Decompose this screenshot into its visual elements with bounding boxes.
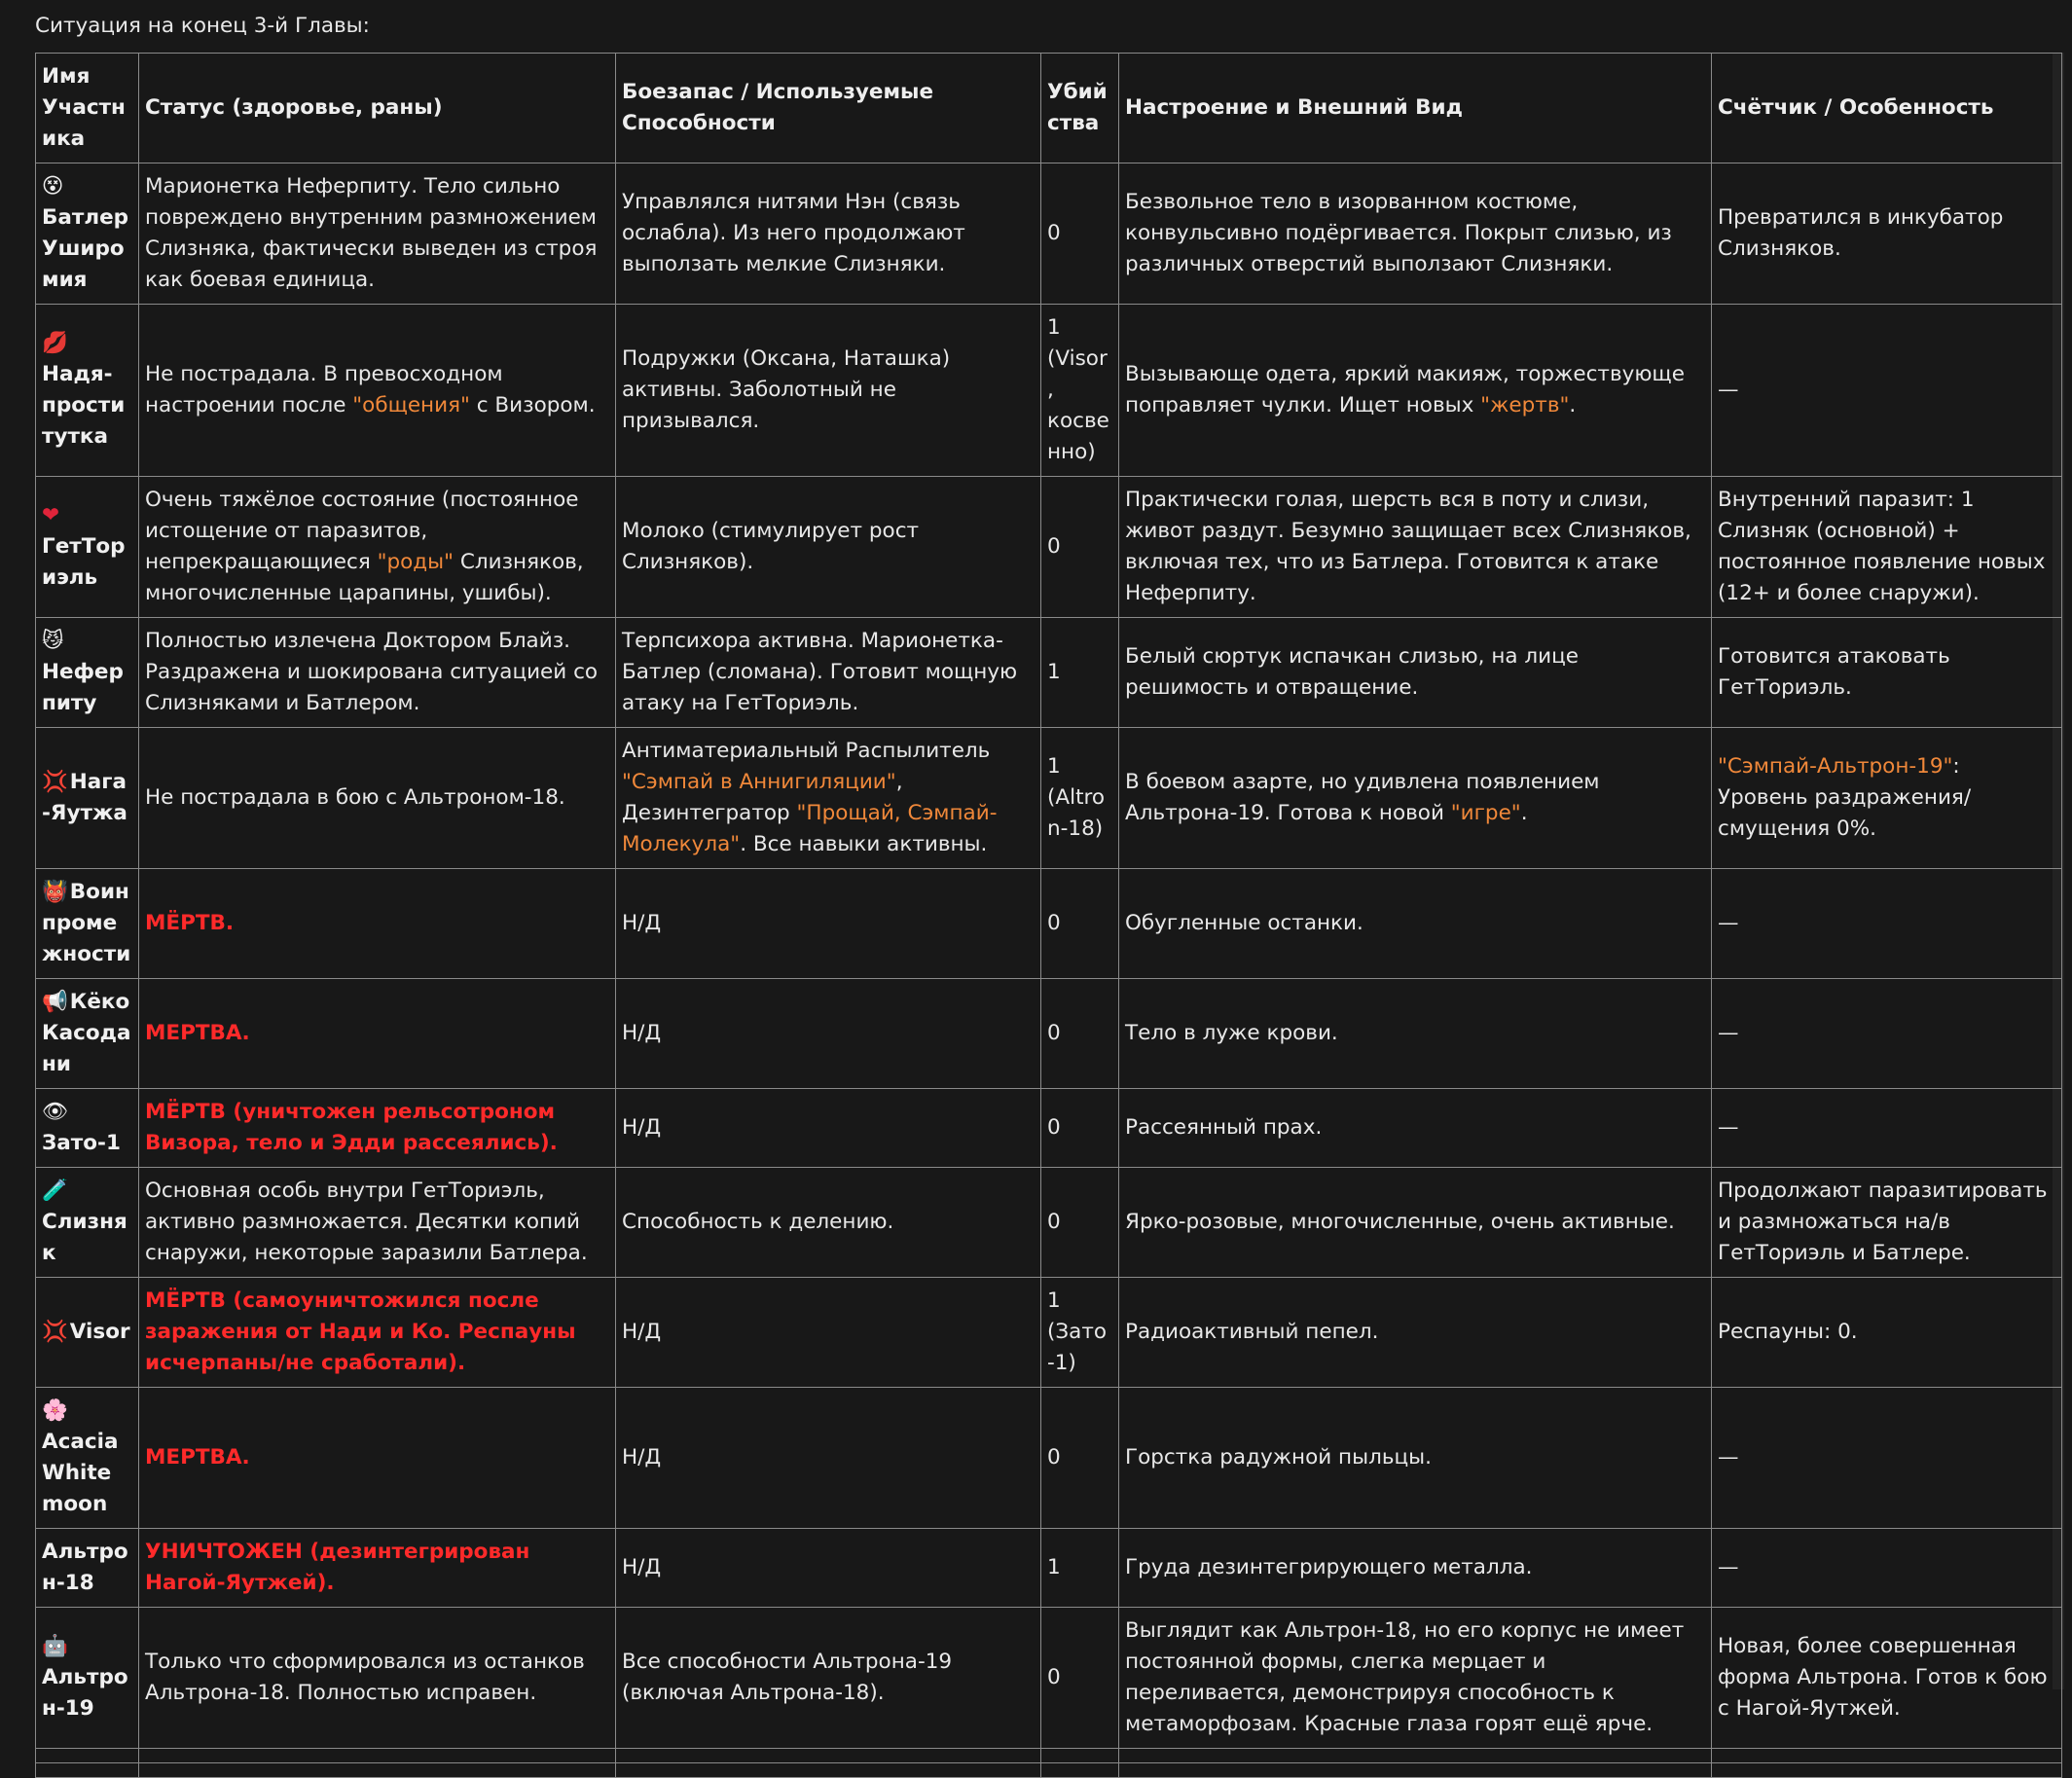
status-cell xyxy=(139,1089,616,1168)
ammo-cell: Подружки (Оксана, Наташка) активны. Заболотный не призывался. xyxy=(616,305,1041,477)
status-cell: Не пострадала в бою с Альтроном-18. xyxy=(139,728,616,869)
kills-cell: 0 xyxy=(1041,1089,1119,1168)
participant-name: ГетТориэль xyxy=(42,534,126,590)
highlight-text: "роды" xyxy=(377,550,454,574)
empty-cell xyxy=(1041,1749,1119,1763)
participant-name-cell xyxy=(36,477,139,618)
status-cell: Основная особь внутри ГетТориэль, активно размножается. Десятки копий снаружи, некоторые заразили Батлера. xyxy=(139,1168,616,1278)
ammo-cell: Все способности Альтрона-19 (включая Альтрона-18). xyxy=(616,1608,1041,1749)
dead-status-text: МЁРТВ. xyxy=(145,911,235,935)
dead-status-text: МЕРТВА. xyxy=(145,1021,250,1045)
ammo-cell: Молоко (стимулирует рост Слизняков). xyxy=(616,477,1041,618)
status-cell: Только что сформировался из останков Альтрона-18. Полностью исправен. xyxy=(139,1608,616,1749)
participant-name-cell xyxy=(36,163,139,305)
mood-cell xyxy=(1119,305,1712,477)
kills-cell: 1 (Visor, косвенно) xyxy=(1041,305,1119,477)
empty-cell xyxy=(36,1749,139,1763)
counter-cell: — xyxy=(1712,1089,2062,1168)
mood-cell: Практически голая, шерсть вся в поту и слизи, живот раздут. Безумно защищает всех Слизняков, включая тех, что из Батлера. Готовится к атаке Неферпиту. xyxy=(1119,477,1712,618)
kills-cell: 0 xyxy=(1041,1608,1119,1749)
ammo-cell: Н/Д xyxy=(616,1388,1041,1529)
table-row xyxy=(36,618,2062,728)
highlight-text: "жертв" xyxy=(1480,393,1570,417)
participant-name-cell xyxy=(36,728,139,869)
counter-cell: — xyxy=(1712,305,2062,477)
table-row xyxy=(36,305,2062,477)
participant-name-cell xyxy=(36,1388,139,1529)
participant-name-cell xyxy=(36,1168,139,1278)
ammo-text: , Дезинтегратор xyxy=(622,770,903,825)
mood-cell: Выглядит как Альтрон-18, но его корпус не имеет постоянной формы, слегка мерцает и переливается, демонстрируя способность к метаморфозам. Красные глаза горят ещё ярче. xyxy=(1119,1608,1712,1749)
participant-name: Батлер Уширомия xyxy=(42,205,129,292)
participant-name-cell xyxy=(36,979,139,1089)
anger-symbol-icon: 💢 xyxy=(42,1320,68,1344)
participant-name-cell xyxy=(36,618,139,728)
ammo-text: Антиматериальный Распылитель xyxy=(622,739,991,763)
table-row xyxy=(36,869,2062,979)
highlight-text: "общения" xyxy=(352,393,470,417)
mood-text: . xyxy=(1569,393,1577,417)
dead-status-text: МЁРТВ (уничтожен рельсотроном Визора, тело и Эдди рассеялись). xyxy=(145,1100,558,1155)
status-cell xyxy=(139,869,616,979)
participant-name-cell xyxy=(36,305,139,477)
participant-name-cell xyxy=(36,869,139,979)
participant-name: Кёко Касодани xyxy=(42,990,131,1076)
pill-icon: 🧪 xyxy=(42,1179,68,1203)
ogre-icon: 👹 xyxy=(42,880,68,904)
participant-name: Альтрон-18 xyxy=(42,1540,128,1595)
participant-name-cell xyxy=(36,1529,139,1608)
mood-cell xyxy=(1119,728,1712,869)
empty-cell xyxy=(1712,1749,2062,1763)
status-cell xyxy=(139,1278,616,1388)
participant-name-cell xyxy=(36,1089,139,1168)
counter-cell: — xyxy=(1712,979,2062,1089)
counter-cell: Новая, более совершенная форма Альтрона. Готов к бою с Нагой-Яутжей. xyxy=(1712,1608,2062,1749)
participant-name: Acacia Whitemoon xyxy=(42,1430,119,1516)
empty-cell xyxy=(1119,1749,1712,1763)
status-text: Очень тяжёлое состояние (постоянное истощение от паразитов, непрекращающиеся xyxy=(145,488,579,574)
counter-cell: Превратился в инкубатор Слизняков. xyxy=(1712,163,2062,305)
mood-cell: Ярко-розовые, многочисленные, очень активные. xyxy=(1119,1168,1712,1278)
empty-cell xyxy=(616,1749,1041,1763)
header-mood: Настроение и Внешний Вид xyxy=(1119,54,1712,163)
status-cell xyxy=(139,1529,616,1608)
table-row xyxy=(36,1278,2062,1388)
ammo-cell: Н/Д xyxy=(616,1089,1041,1168)
empty-cell xyxy=(1041,1763,1119,1778)
kills-cell: 0 xyxy=(1041,869,1119,979)
participant-name: Зато-1 xyxy=(42,1131,121,1155)
eye-icon: 👁 xyxy=(42,1100,69,1124)
ammo-cell xyxy=(616,728,1041,869)
header-kills: Убийства xyxy=(1041,54,1119,163)
participant-name: Воин промежности xyxy=(42,880,131,966)
table-row xyxy=(36,1388,2062,1529)
participant-name-cell xyxy=(36,1278,139,1388)
mood-cell: Обугленные останки. xyxy=(1119,869,1712,979)
mood-cell: Белый сюртук испачкан слизью, на лице решимость и отвращение. xyxy=(1119,618,1712,728)
participant-name: Слизняк xyxy=(42,1210,127,1265)
kills-cell: 0 xyxy=(1041,1168,1119,1278)
kills-cell: 1 (Altron-18) xyxy=(1041,728,1119,869)
status-cell xyxy=(139,305,616,477)
kills-cell: 0 xyxy=(1041,163,1119,305)
header-ammo: Боезапас / Используемые Способности xyxy=(616,54,1041,163)
dead-status-text: МЁРТВ (самоуничтожился после заражения от Нади и Ко. Респауны исчерпаны/не сработали). xyxy=(145,1288,576,1375)
ammo-cell: Способность к делению. xyxy=(616,1168,1041,1278)
participants-table xyxy=(35,53,2062,1778)
header-status: Статус (здоровье, раны) xyxy=(139,54,616,163)
participant-name: Неферпиту xyxy=(42,660,124,715)
mood-text: . xyxy=(1520,801,1528,825)
status-cell xyxy=(139,477,616,618)
ammo-cell: Н/Д xyxy=(616,979,1041,1089)
mood-cell: Горстка радужной пыльцы. xyxy=(1119,1388,1712,1529)
status-text: Не пострадала. В превосходном настроении после xyxy=(145,362,503,417)
counter-text: : Уровень раздражения/смущения 0%. xyxy=(1718,754,1972,841)
dead-status-text: УНИЧТОЖЕН (дезинтегрирован Нагой-Яутжей). xyxy=(145,1540,530,1595)
empty-cell xyxy=(36,1763,139,1778)
empty-cell xyxy=(1712,1763,2062,1778)
mood-text: В боевом азарте, но удивлена появлением Альтрона-19. Готова к новой xyxy=(1125,770,1600,825)
highlight-text: "игре" xyxy=(1450,801,1521,825)
kills-cell: 0 xyxy=(1041,477,1119,618)
counter-cell: — xyxy=(1712,1529,2062,1608)
table-row xyxy=(36,1168,2062,1278)
participant-name: Visor xyxy=(69,1320,130,1344)
kills-cell: 1 (Зато-1) xyxy=(1041,1278,1119,1388)
empty-cell xyxy=(1119,1763,1712,1778)
participant-name: Нага-Яутжа xyxy=(42,770,127,825)
cat-face-icon: 😼 xyxy=(42,629,64,653)
counter-cell: Продолжают паразитировать и размножаться на/в ГетТориэль и Батлере. xyxy=(1712,1168,2062,1278)
chat-message-content xyxy=(35,12,2061,1778)
dead-status-text: МЕРТВА. xyxy=(145,1445,250,1470)
status-cell: Марионетка Неферпиту. Тело сильно повреждено внутренним размножением Слизняка, фактически выведен из строя как боевая единица. xyxy=(139,163,616,305)
counter-cell xyxy=(1712,728,2062,869)
ammo-cell: Н/Д xyxy=(616,1529,1041,1608)
highlight-text: "Сэмпай в Аннигиляции" xyxy=(622,770,896,794)
kills-cell: 1 xyxy=(1041,1529,1119,1608)
table-row xyxy=(36,1089,2062,1168)
table-row xyxy=(36,728,2062,869)
highlight-text: "Сэмпай-Альтрон-19" xyxy=(1718,754,1953,779)
status-cell xyxy=(139,1388,616,1529)
mood-text: Вызывающе одета, яркий макияж, торжествующе поправляет чулки. Ищет новых xyxy=(1125,362,1685,417)
counter-cell: Готовится атаковать ГетТориэль. xyxy=(1712,618,2062,728)
participant-name: Надя-проститутка xyxy=(42,362,126,449)
header-name: Имя Участника xyxy=(36,54,139,163)
heart-icon: ❤ xyxy=(42,503,60,527)
empty-cell xyxy=(139,1763,616,1778)
ammo-cell: Н/Д xyxy=(616,1278,1041,1388)
counter-cell: — xyxy=(1712,1388,2062,1529)
lips-kiss-icon: 💋 xyxy=(42,331,68,355)
empty-table-row xyxy=(36,1763,2062,1778)
empty-cell xyxy=(616,1763,1041,1778)
status-text: с Визором. xyxy=(469,393,596,417)
table-row xyxy=(36,1608,2062,1749)
header-counter: Счётчик / Особенность xyxy=(1712,54,2062,163)
cherry-blossom-icon: 🌸 xyxy=(42,1398,68,1423)
counter-cell: — xyxy=(1712,869,2062,979)
table-row xyxy=(36,477,2062,618)
kills-cell: 0 xyxy=(1041,1388,1119,1529)
highlight-text: "Прощай, Сэмпай-Молекула" xyxy=(622,801,998,856)
mood-cell: Груда дезинтегрирующего металла. xyxy=(1119,1529,1712,1608)
ammo-text: . Все навыки активны. xyxy=(740,832,988,856)
mood-cell: Безвольное тело в изорванном костюме, конвульсивно подёргивается. Покрыт слизью, из различных отверстий выползают Слизняки. xyxy=(1119,163,1712,305)
mood-cell: Радиоактивный пепел. xyxy=(1119,1278,1712,1388)
participant-name: Альтрон-19 xyxy=(42,1665,128,1721)
empty-cell xyxy=(139,1749,616,1763)
status-cell xyxy=(139,979,616,1089)
status-text: Слизняков, многочисленные царапины, ушибы). xyxy=(145,550,584,605)
robot-icon: 🤖 xyxy=(42,1634,68,1658)
participant-name-cell xyxy=(36,1608,139,1749)
empty-table-row xyxy=(36,1749,2062,1763)
kills-cell: 1 xyxy=(1041,618,1119,728)
table-row xyxy=(36,1529,2062,1608)
ammo-cell: Управлялся нитями Нэн (связь ослабла). Из него продолжают выползать мелкие Слизняки. xyxy=(616,163,1041,305)
table-row xyxy=(36,979,2062,1089)
dizzy-face-icon: 😵 xyxy=(42,174,64,199)
counter-cell: Внутренний паразит: 1 Слизняк (основной) + постоянное появление новых (12+ и более снаружи). xyxy=(1712,477,2062,618)
table-caption: Ситуация на конец 3-й Главы: xyxy=(35,14,370,38)
table-row xyxy=(36,163,2062,305)
anger-symbol-icon: 💢 xyxy=(42,770,68,794)
mood-cell: Рассеянный прах. xyxy=(1119,1089,1712,1168)
mood-cell: Тело в луже крови. xyxy=(1119,979,1712,1089)
table-header-row xyxy=(36,54,2062,163)
status-cell: Полностью излечена Доктором Блайз. Раздражена и шокирована ситуацией со Слизняками и Батлером. xyxy=(139,618,616,728)
ammo-cell: Терпсихора активна. Марионетка-Батлер (сломана). Готовит мощную атаку на ГетТориэль. xyxy=(616,618,1041,728)
counter-cell: Респауны: 0. xyxy=(1712,1278,2062,1388)
kills-cell: 0 xyxy=(1041,979,1119,1089)
megaphone-icon: 📢 xyxy=(42,990,68,1014)
ammo-cell: Н/Д xyxy=(616,869,1041,979)
